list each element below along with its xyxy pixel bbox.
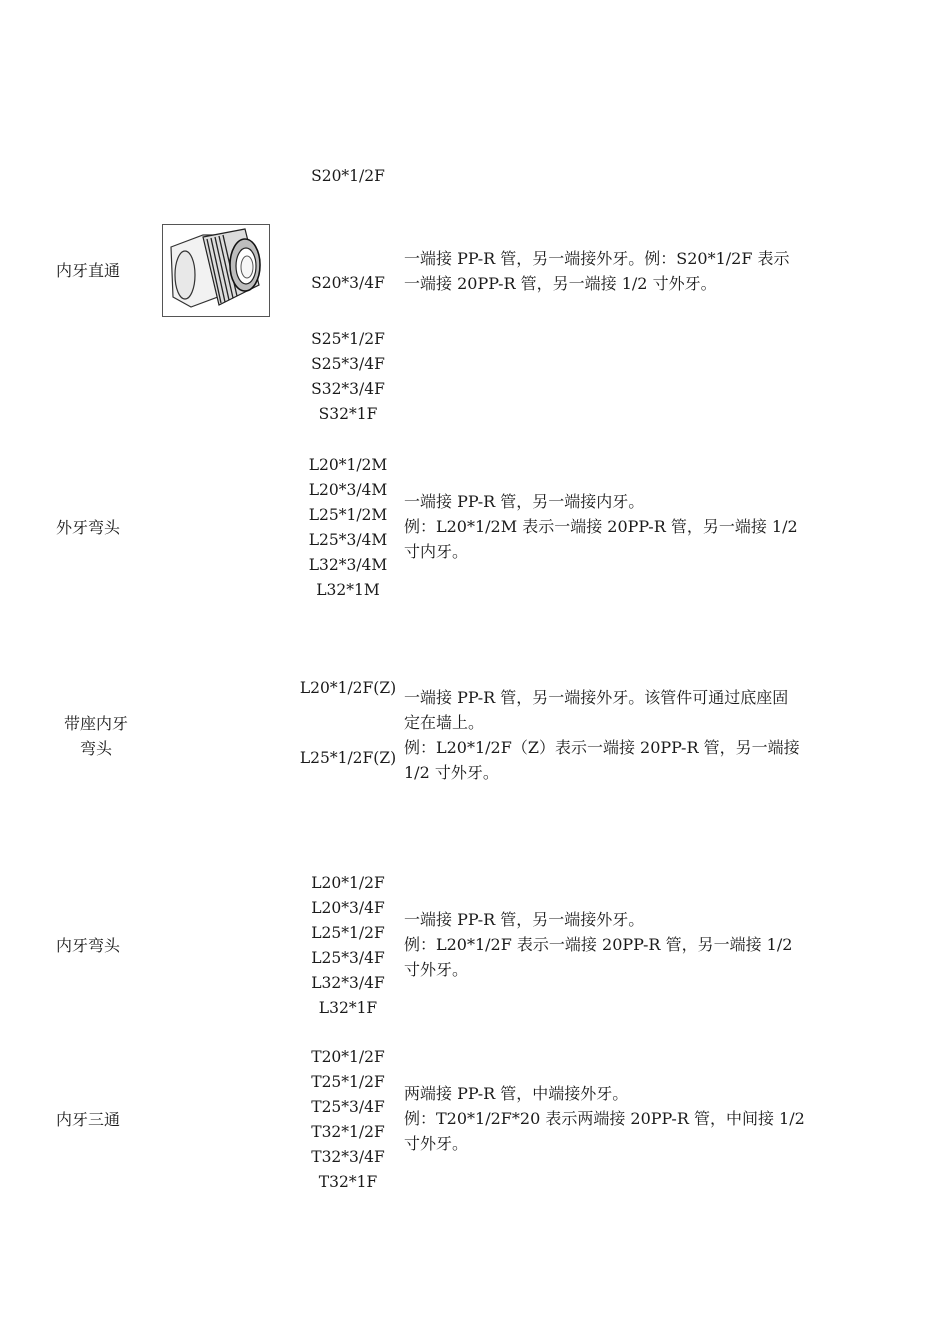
product-name: 内牙三通 (56, 1110, 121, 1129)
product-description: 一端接 PP-R 管，另一端接外牙。该管件可通过底座固 定在墙上。 例：L20*1/2F（Z）表示一端接 20PP-R 管，另一端接 1/2 寸外牙。 (404, 688, 800, 782)
model-code: T32*1/2F (311, 1123, 385, 1141)
model-code: L32*1M (316, 581, 380, 599)
product-description: 一端接 PP-R 管，另一端接外牙。例：S20*1/2F 表示 一端接 20PP-R 管，另一端接 1/2 寸外牙。 (404, 249, 790, 293)
model-code: T32*1F (318, 1173, 378, 1191)
model-code: L25*3/4M (308, 531, 388, 549)
product-name: 外牙弯头 (56, 518, 121, 537)
product-description: 两端接 PP-R 管，中端接外牙。 例：T20*1/2F*20 表示两端接 20PP-R 管，中间接 1/2 寸外牙。 (404, 1084, 805, 1153)
model-code: T20*1/2F (311, 1048, 385, 1066)
model-code: L32*3/4F (311, 974, 385, 992)
model-code: S25*3/4F (311, 355, 385, 373)
model-code: L20*1/2F (311, 874, 385, 892)
model-code: L20*3/4M (308, 481, 388, 499)
model-code: T25*3/4F (311, 1098, 385, 1116)
product-name: 内牙直通 (56, 261, 121, 280)
product-description: 一端接 PP-R 管，另一端接外牙。 例：L20*1/2F 表示一端接 20PP-R 管，另一端接 1/2 寸外牙。 (404, 910, 793, 979)
product-description: 一端接 PP-R 管，另一端接内牙。 例：L20*1/2M 表示一端接 20PP-R 管，另一端接 1/2 寸内牙。 (404, 492, 798, 561)
model-code: L25*1/2F (311, 924, 385, 942)
product-name: 带座内牙 弯头 (63, 714, 128, 758)
model-codes (290, 164, 406, 189)
model-code: S32*3/4F (311, 380, 385, 398)
model-code: L32*1F (318, 999, 378, 1017)
model-code: L25*3/4F (311, 949, 385, 967)
model-code: S20*3/4F (311, 274, 385, 292)
model-code: L25*1/2F(Z) (299, 749, 397, 767)
fitting-image (162, 224, 270, 317)
model-code: S25*1/2F (311, 330, 385, 348)
model-code: L20*1/2M (308, 456, 388, 474)
model-code: S20*1/2F (311, 167, 385, 185)
model-codes (290, 676, 406, 701)
model-codes (290, 271, 406, 296)
model-code: L25*1/2M (308, 506, 388, 524)
model-codes (290, 327, 406, 427)
product-name: 内牙弯头 (56, 936, 121, 955)
model-codes (290, 1045, 406, 1195)
model-code: T32*3/4F (311, 1148, 385, 1166)
model-codes (290, 746, 406, 771)
female-thread-coupling-icon (163, 225, 269, 316)
model-codes (290, 453, 406, 603)
model-code: L32*3/4M (308, 556, 388, 574)
model-codes (290, 871, 406, 1021)
model-code: S32*1F (318, 405, 378, 423)
model-code: T25*1/2F (311, 1073, 385, 1091)
model-code: L20*1/2F(Z) (299, 679, 397, 697)
model-code: L20*3/4F (311, 899, 385, 917)
